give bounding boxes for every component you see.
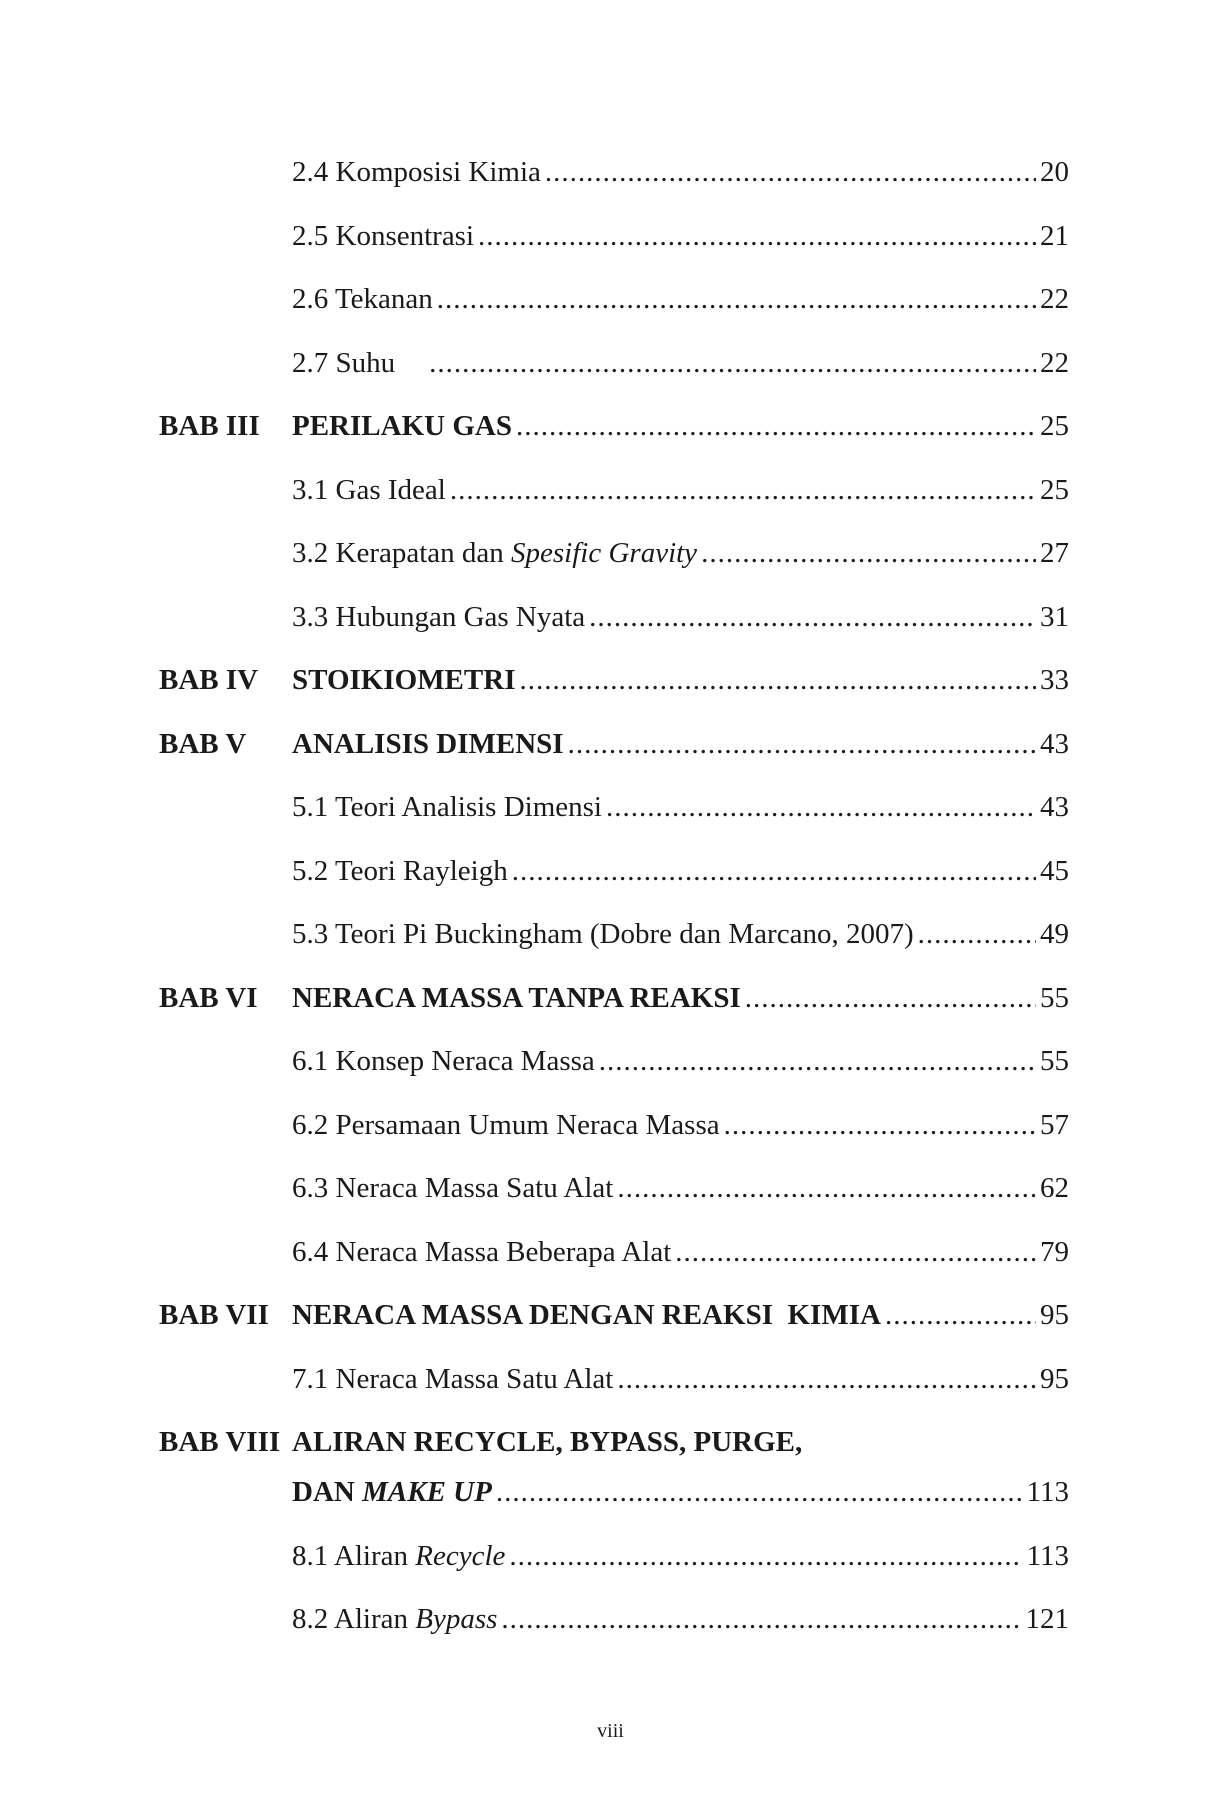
chapter-title: ANALISIS DIMENSI (292, 727, 564, 760)
chapter-label: BAB III (159, 410, 260, 442)
dot-leader (589, 603, 1036, 632)
entry-title: 6.1 Konsep Neraca Massa (292, 1045, 595, 1077)
toc-entry (159, 1593, 1069, 1657)
dot-leader (745, 984, 1036, 1013)
dot-leader (617, 1174, 1036, 1203)
dot-leader (599, 1047, 1036, 1076)
entry-title: 3.3 Hubungan Gas Nyata (292, 600, 586, 633)
chapter-title-line2: DAN MAKE UP (292, 1476, 492, 1508)
toc-entry (159, 1099, 1069, 1163)
table-of-contents (159, 146, 1069, 1657)
toc-entry (159, 464, 1069, 528)
page-number: 49 (1040, 918, 1069, 950)
dot-leader (701, 539, 1036, 568)
page-number: 43 (1040, 727, 1069, 760)
page-number: 20 (1040, 156, 1069, 188)
toc-chapter (159, 1289, 1069, 1353)
chapter-label: BAB IV (159, 664, 259, 696)
chapter-title: NERACA MASSA DENGAN REAKSI KIMIA (292, 1299, 881, 1331)
dot-leader (478, 222, 1036, 251)
dot-leader (519, 666, 1036, 695)
chapter-label: BAB VII (159, 1299, 269, 1331)
toc-entry (159, 845, 1069, 909)
toc-chapter (159, 972, 1069, 1036)
entry-title: 8.1 Aliran Recycle (292, 1539, 506, 1572)
page-number: 31 (1040, 600, 1069, 633)
dot-leader (512, 857, 1036, 886)
dot-leader (516, 412, 1036, 441)
entry-title: 2.7 Suhu (292, 346, 396, 379)
entry-title: 2.5 Konsentrasi (292, 219, 475, 252)
entry-title: 7.1 Neraca Massa Satu Alat (292, 1362, 614, 1395)
dot-leader (501, 1605, 1021, 1634)
entry-title: 2.6 Tekanan (292, 283, 433, 315)
page-number: 25 (1040, 473, 1069, 506)
page-number: 22 (1040, 346, 1069, 379)
entry-title: 3.1 Gas Ideal (292, 473, 446, 506)
entry-title: 6.4 Neraca Massa Beberapa Alat (292, 1235, 672, 1268)
page-number: 57 (1040, 1108, 1069, 1141)
page-number: 43 (1040, 791, 1069, 823)
toc-entry (159, 210, 1069, 274)
page-number: 95 (1040, 1362, 1069, 1395)
page-number: 62 (1040, 1172, 1069, 1204)
page-number: 33 (1040, 664, 1069, 696)
toc-chapter (159, 400, 1069, 464)
page-number: 22 (1040, 283, 1069, 315)
page-number: 95 (1040, 1299, 1069, 1331)
toc-entry (159, 1353, 1069, 1417)
dot-leader (568, 730, 1036, 759)
entry-title: 2.4 Komposisi Kimia (292, 156, 541, 188)
page-number: 27 (1040, 537, 1069, 569)
chapter-title: STOIKIOMETRI (292, 664, 516, 696)
toc-entry (159, 908, 1069, 972)
chapter-label: BAB VIII (159, 1426, 281, 1458)
toc-chapter-bab-viii-cont (159, 1466, 1069, 1530)
dot-leader (545, 158, 1036, 187)
toc-entry (159, 273, 1069, 337)
toc-chapter (159, 654, 1069, 718)
toc-entry (159, 1162, 1069, 1226)
dot-leader (509, 1542, 1022, 1571)
toc-entry (159, 1530, 1069, 1594)
page-number: 121 (1025, 1603, 1069, 1635)
page-number: 55 (1040, 1045, 1069, 1077)
entry-title: 5.2 Teori Rayleigh (292, 854, 508, 887)
entry-title: 6.2 Persamaan Umum Neraca Massa (292, 1108, 720, 1141)
page-number: 55 (1040, 981, 1069, 1014)
page-number: 113 (1026, 1476, 1069, 1508)
dot-leader (606, 793, 1036, 822)
chapter-title-line1: ALIRAN RECYCLE, BYPASS, PURGE, (292, 1426, 803, 1458)
toc-chapter-bab-viii (159, 1416, 1069, 1466)
dot-leader (437, 285, 1036, 314)
entry-title: 3.2 Kerapatan dan Spesific Gravity (292, 537, 698, 569)
entry-title: 5.1 Teori Analisis Dimensi (292, 791, 602, 823)
dot-leader (724, 1111, 1036, 1140)
page-number: 25 (1040, 410, 1069, 442)
toc-entry (159, 1226, 1069, 1290)
dot-leader (885, 1301, 1036, 1330)
toc-entry (159, 781, 1069, 845)
entry-title: 8.2 Aliran Bypass (292, 1603, 498, 1635)
page-number: 21 (1040, 219, 1069, 252)
dot-leader (617, 1365, 1036, 1394)
dot-leader (918, 920, 1036, 949)
toc-entry (159, 146, 1069, 210)
page-number: 45 (1040, 854, 1069, 887)
toc-chapter (159, 718, 1069, 782)
toc-entry (159, 527, 1069, 591)
toc-entry (159, 591, 1069, 655)
toc-entry (159, 1035, 1069, 1099)
chapter-label: BAB VI (159, 981, 258, 1014)
toc-entry (159, 337, 1069, 401)
chapter-label: BAB V (159, 727, 247, 760)
chapter-title: NERACA MASSA TANPA REAKSI (292, 981, 741, 1014)
entry-title: 6.3 Neraca Massa Satu Alat (292, 1172, 614, 1204)
dot-leader (450, 476, 1036, 505)
page-footer-number: viii (597, 1720, 624, 1742)
page-number: 113 (1026, 1539, 1069, 1572)
entry-title: 5.3 Teori Pi Buckingham (Dobre dan Marcano, 2007) (292, 918, 914, 950)
dot-leader (429, 349, 1036, 378)
chapter-title: PERILAKU GAS (292, 410, 512, 442)
page-number: 79 (1040, 1235, 1069, 1268)
dot-leader (675, 1238, 1036, 1267)
dot-leader (496, 1478, 1023, 1507)
